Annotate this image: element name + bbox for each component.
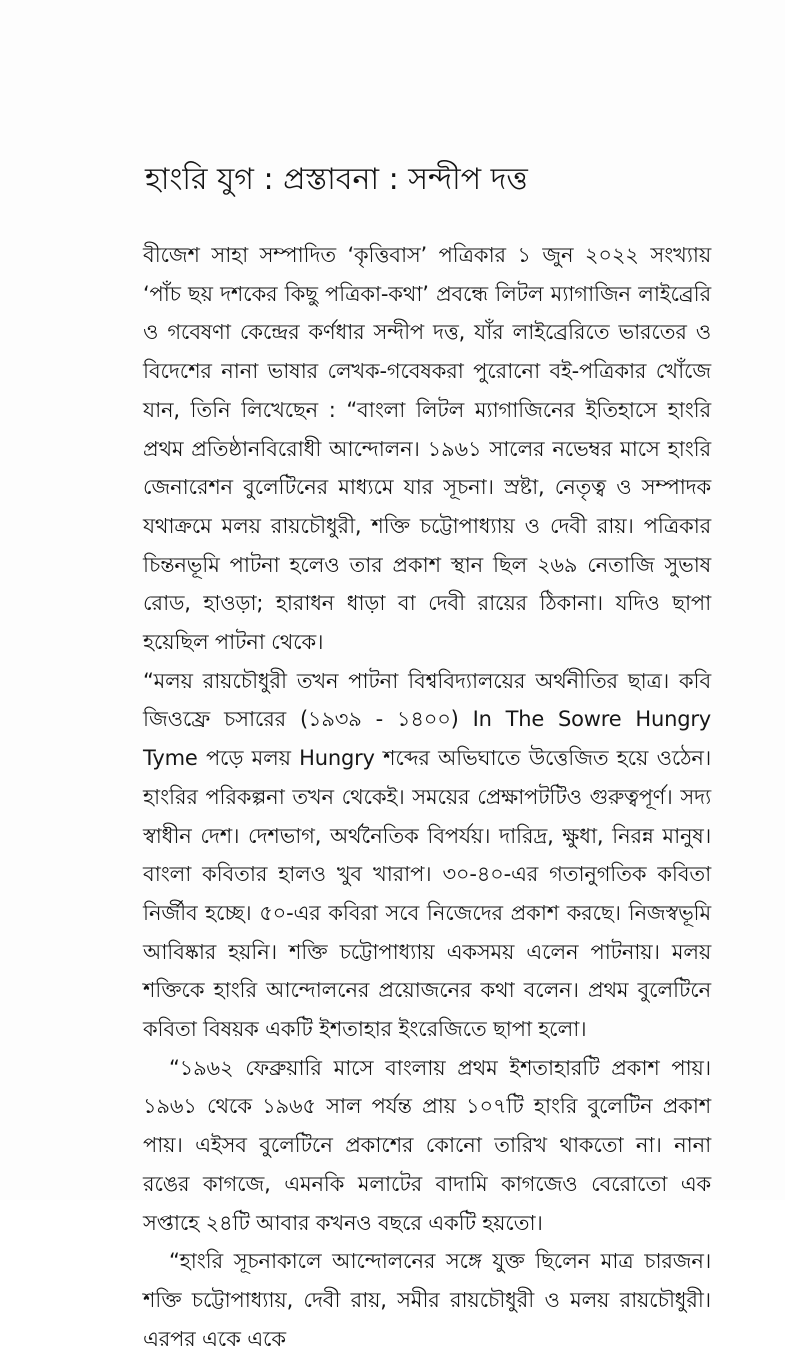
paragraph-4: “হাংরি সূচনাকালে আন্দোলনের সঙ্গে যুক্ত ছিলেন মাত্র চারজন। শক্তি চট্টোপাধ্যায়, দেবী রায়, সমীর রায়চৌধুরী ও মলয় রায়চৌধুরী। এরপর একে একে: [143, 1249, 711, 1351]
paragraph-2: “মলয় রায়চৌধুরী তখন পাটনা বিশ্ববিদ্যালয়ের অর্থনীতির ছাত্র। কবি জিওফ্রে চসারের (১৯৩৯ - ১৪০০) In The Sowre Hungry Tyme পড়ে মলয় Hungry শব্দের অভিঘাতে উত্তেজিত হয়ে ওঠেন। হাংরির পরিকল্পনা তখন থেকেই। সময়ের প্রেক্ষাপটটিও গুরুত্বপূর্ণ। সদ্য স্বাধীন দেশ। দেশভাগ, অর্থনৈতিক বিপর্যয়। দারিদ্র, ক্ষুধা, নিরন্ন মানুষ। বাংলা কবিতার হালও খুব খারাপ। ৩০-৪০-এর গতানুগতিক কবিতা নির্জীব হচ্ছে। ৫০-এর কবিরা সবে নিজেদের প্রকাশ করছে। নিজস্বভূমি আবিষ্কার হয়নি। শক্তি চট্টোপাধ্যায় একসময় এলেন পাটনায়। মলয় শক্তিকে হাংরি আন্দোলনের প্রয়োজনের কথা বলেন। প্রথম বুলেটিনে কবিতা বিষয়ক একটি ইশতাহার ইংরেজিতে ছাপা হলো।: [143, 668, 711, 1042]
article-title: হাংরি যুগ : প্রস্তাবনা : সন্দীপ দত্ত: [145, 162, 528, 197]
paragraph-3: “১৯৬২ ফেব্রুয়ারি মাসে বাংলায় প্রথম ইশতাহারটি প্রকাশ পায়। ১৯৬১ থেকে ১৯৬৫ সাল পর্যন্ত প্রায় ১০৭টি হাংরি বুলেটিন প্রকাশ পায়। এইসব বুলেটিনে প্রকাশের কোনো তারিখ থাকতো না। নানা রঙের কাগজে, এমনকি মলাটের বাদামি কাগজেও বেরোতো এক সপ্তাহে ২৪টি আবার কখনও বছরে একটি হয়তো।: [143, 1055, 711, 1235]
article-body: [143, 236, 711, 1358]
paragraph-1: বীজেশ সাহা সম্পাদিত ‘কৃত্তিবাস’ পত্রিকার ১ জুন ২০২২ সংখ্যায় ‘পাঁচ ছয় দশকের কিছু পত্রিকা-কথা’ প্রবন্ধে লিটল ম্যাগাজিন লাইব্রেরি ও গবেষণা কেন্দ্রের কর্ণধার সন্দীপ দত্ত, যাঁর লাইব্রেরিতে ভারতের ও বিদেশের নানা ভাষার লেখক-গবেষকরা পুরোনো বই-পত্রিকার খোঁজে যান, তিনি লিখেছেন : “বাংলা লিটল ম্যাগাজিনের ইতিহাসে হাংরি প্রথম প্রতিষ্ঠানবিরোধী আন্দোলন। ১৯৬১ সালের নভেম্বর মাসে হাংরি জেনারেশন বুলেটিনের মাধ্যমে যার সূচনা। স্রষ্টা, নেতৃত্ব ও সম্পাদক যথাক্রমে মলয় রায়চৌধুরী, শক্তি চট্টোপাধ্যায় ও দেবী রায়। পত্রিকার চিন্তনভূমি পাটনা হলেও তার প্রকাশ স্থান ছিল ২৬৯ নেতাজি সুভাষ রোড, হাওড়া; হারাধন ধাড়া বা দেবী রায়ের ঠিকানা। যদিও ছাপা হয়েছিল পাটনা থেকে।: [143, 243, 711, 655]
